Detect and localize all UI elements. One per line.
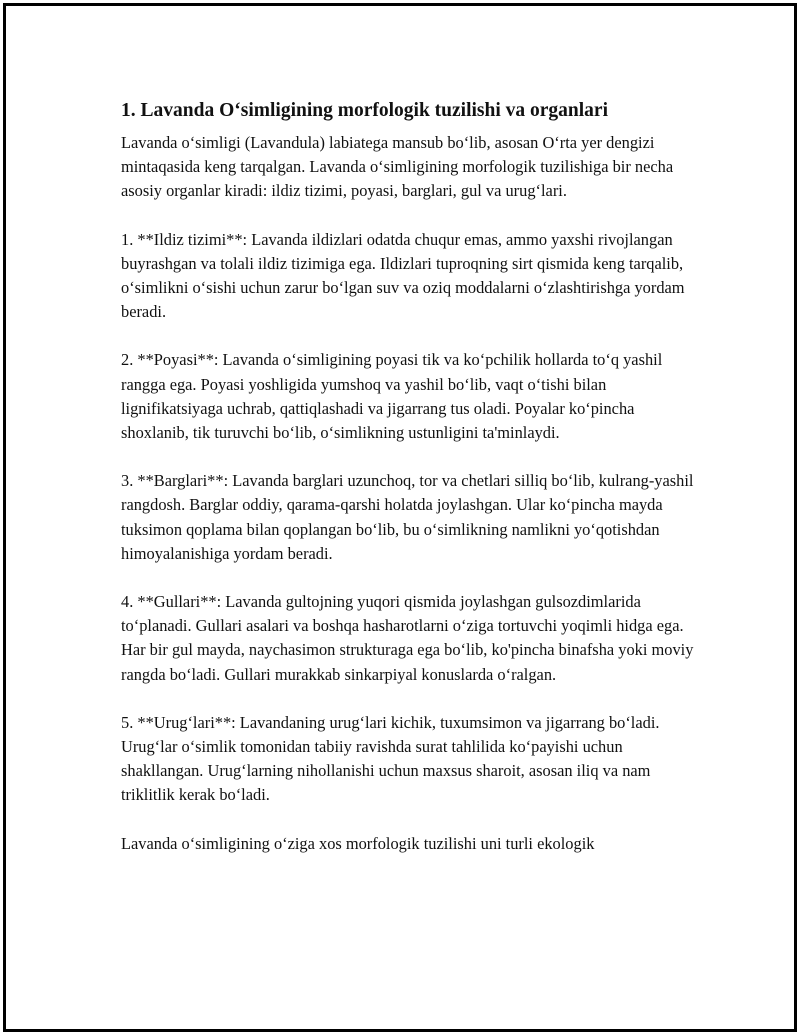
paragraph-flowers: 4. **Gullari**: Lavanda gultojning yuqori qismida joylashgan gulsozdimlarida to‘planadi. Gullari asalari va boshqa hasharotlarni o‘ziga tortuvchi yoqimli hidga ega. Har bir gul mayda, naychasimon strukturaga ega bo‘lib, ko'pincha binafsha yoki moviy rangda bo‘ladi. Gullari murakkab sinkarpiyal konuslarda o‘ralgan. — [121, 592, 694, 684]
page-border — [3, 3, 797, 1032]
paragraph-root-system: 1. **Ildiz tizimi**: Lavanda ildizlari odatda chuqur emas, ammo yaxshi rivojlangan buyrashgan va tolali ildiz tizimiga ega. Ildizlari tuproqning sirt qismida keng tarqalib, o‘simlikni o‘sishi uchun zarur bo‘lgan suv va oziq moddalarni o‘zlashtirishga yordam beradi. — [121, 229, 685, 322]
paragraph-leaves: 3. **Barglari**: Lavanda barglari uzunchoq, tor va chetlari silliq bo‘lib, kulrang-yashil rangdosh. Barglar oddiy, qarama-qarshi holatda joylashgan. Ular ko‘pincha mayda tuksimon qoplama bilan qoplangan bo‘lib, bu o‘simlikning namlikni yo‘qotishdan himoyalanishiga yordam beradi. — [121, 471, 694, 563]
closing-paragraph: Lavanda o‘simligining o‘ziga xos morfologik tuzilishi uni turli ekologik — [121, 833, 595, 853]
document-title: 1. Lavanda O‘simligining morfologik tuzilishi va organlari — [121, 100, 609, 121]
intro-paragraph: Lavanda o‘simligi (Lavandula) labiatega mansub bo‘lib, asosan O‘rta yer dengizi mintaqasida keng tarqalgan. Lavanda o‘simligining morfologik tuzilishiga bir necha asosiy organlar kiradi: ildiz tizimi, poyasi, barglari, gul va urug‘lari. — [121, 133, 674, 201]
paragraph-seeds: 5. **Urug‘lari**: Lavandaning urug‘lari kichik, tuxumsimon va jigarrang bo‘ladi. Urug‘lar o‘simlik tomonidan tabiiy ravishda surat tahlilida ko‘payishi uchun shakllangan. Urug‘larning nihollanishi uchun maxsus sharoit, asosan iliq va nam triklitlik kerak bo‘ladi. — [121, 712, 660, 805]
paragraph-stem: 2. **Poyasi**: Lavanda o‘simligining poyasi tik va ko‘pchilik hollarda to‘q yashil rangga ega. Poyasi yoshligida yumshoq va yashil bo‘lib, vaqt o‘tishi bilan lignifikatsiyaga uchrab, qattiqlashadi va jigarrang tus oladi. Poyalar ko‘pincha shoxlanib, tik turuvchi bo‘lib, o‘simlikning ustunligini ta'minlaydi. — [121, 350, 663, 443]
document-body — [121, 97, 701, 880]
